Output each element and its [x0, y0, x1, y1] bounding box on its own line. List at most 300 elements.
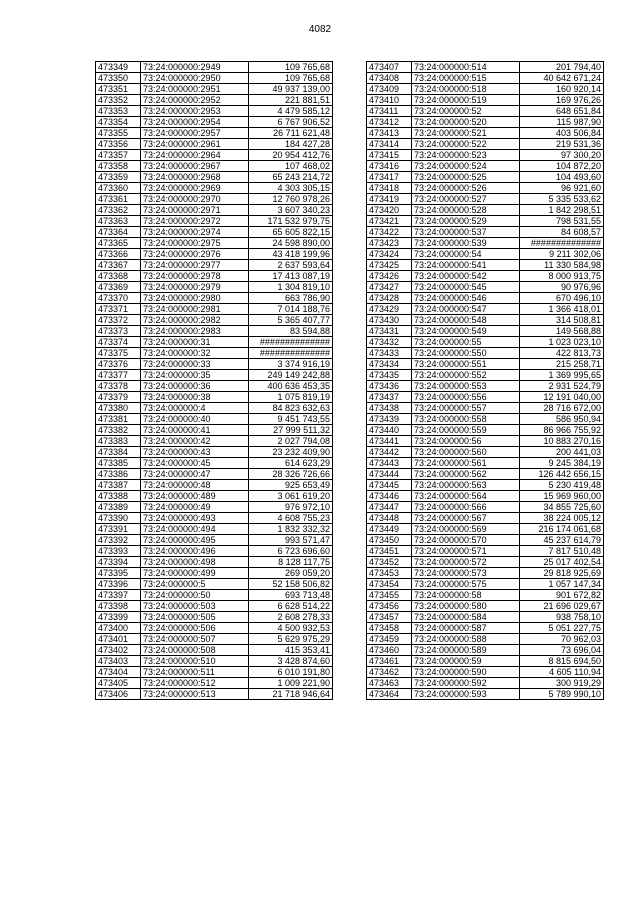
- table-row: [367, 249, 604, 260]
- row-number-cell: 473453: [367, 568, 412, 579]
- cadastral-number-cell: 73:24:000000:31: [141, 337, 249, 348]
- row-number-cell: 473461: [367, 656, 412, 667]
- row-number-cell: 473413: [367, 128, 412, 139]
- cadastral-number-cell: 73:24:000000:2949: [141, 62, 249, 73]
- row-number-cell: 473390: [96, 513, 141, 524]
- row-number-cell: 473430: [367, 315, 412, 326]
- row-number-cell: 473411: [367, 106, 412, 117]
- row-number-cell: 473394: [96, 557, 141, 568]
- cadastral-number-cell: 73:24:000000:489: [141, 491, 249, 502]
- cadastral-number-cell: 73:24:000000:2979: [141, 282, 249, 293]
- row-number-cell: 473424: [367, 249, 412, 260]
- value-cell: 1 842 298,51: [520, 205, 604, 216]
- value-cell: 6 767 906,52: [249, 117, 333, 128]
- value-cell: 26 711 621,48: [249, 128, 333, 139]
- value-cell: 28 716 672,00: [520, 403, 604, 414]
- value-cell: 7 817 510,48: [520, 546, 604, 557]
- row-number-cell: 473380: [96, 403, 141, 414]
- row-number-cell: 473375: [96, 348, 141, 359]
- cadastral-number-cell: 73:24:000000:570: [412, 535, 520, 546]
- value-cell: 300 919,29: [520, 678, 604, 689]
- cadastral-number-cell: 73:24:000000:2950: [141, 73, 249, 84]
- cadastral-number-cell: 73:24:000000:2952: [141, 95, 249, 106]
- cadastral-number-cell: 73:24:000000:2964: [141, 150, 249, 161]
- table-row: [367, 117, 604, 128]
- value-cell: 3 428 874,60: [249, 656, 333, 667]
- value-cell: 97 300,20: [520, 150, 604, 161]
- table-row: [367, 524, 604, 535]
- table-row: [367, 359, 604, 370]
- table-row: [96, 150, 333, 161]
- table-row: [367, 106, 604, 117]
- row-number-cell: 473359: [96, 172, 141, 183]
- row-number-cell: 473376: [96, 359, 141, 370]
- value-cell: ##############: [249, 337, 333, 348]
- row-number-cell: 473398: [96, 601, 141, 612]
- cadastral-number-cell: 73:24:000000:54: [412, 249, 520, 260]
- table-row: [96, 183, 333, 194]
- value-cell: 314 508,81: [520, 315, 604, 326]
- value-cell: 215 258,71: [520, 359, 604, 370]
- cadastral-number-cell: 73:24:000000:511: [141, 667, 249, 678]
- table-row: [367, 601, 604, 612]
- value-cell: 201 794,40: [520, 62, 604, 73]
- row-number-cell: 473385: [96, 458, 141, 469]
- table-row: [96, 645, 333, 656]
- value-cell: 10 883 270,16: [520, 436, 604, 447]
- row-number-cell: 473436: [367, 381, 412, 392]
- cadastral-number-cell: 73:24:000000:59: [412, 656, 520, 667]
- row-number-cell: 473350: [96, 73, 141, 84]
- value-cell: 24 598 890,00: [249, 238, 333, 249]
- table-row: [367, 227, 604, 238]
- cadastral-number-cell: 73:24:000000:515: [412, 73, 520, 84]
- value-cell: 415 353,41: [249, 645, 333, 656]
- table-row: [367, 480, 604, 491]
- table-row: [367, 337, 604, 348]
- value-cell: 938 758,10: [520, 612, 604, 623]
- cadastral-number-cell: 73:24:000000:49: [141, 502, 249, 513]
- table-row: [96, 205, 333, 216]
- cadastral-number-cell: 73:24:000000:573: [412, 568, 520, 579]
- table-row: [96, 128, 333, 139]
- value-cell: 70 962,03: [520, 634, 604, 645]
- row-number-cell: 473384: [96, 447, 141, 458]
- cadastral-number-cell: 73:24:000000:4: [141, 403, 249, 414]
- cadastral-number-cell: 73:24:000000:561: [412, 458, 520, 469]
- value-cell: 1 832 332,32: [249, 524, 333, 535]
- table-row: [96, 579, 333, 590]
- value-cell: 5 789 990,10: [520, 689, 604, 700]
- table-row: [96, 634, 333, 645]
- row-number-cell: 473442: [367, 447, 412, 458]
- row-number-cell: 473451: [367, 546, 412, 557]
- value-cell: 84 823 632,63: [249, 403, 333, 414]
- value-cell: 6 628 514,22: [249, 601, 333, 612]
- value-cell: 1 057 147,34: [520, 579, 604, 590]
- table-row: [96, 491, 333, 502]
- cadastral-number-cell: 73:24:000000:571: [412, 546, 520, 557]
- table-row: [367, 678, 604, 689]
- row-number-cell: 473363: [96, 216, 141, 227]
- table-row: [96, 337, 333, 348]
- table-row: [96, 381, 333, 392]
- value-cell: 9 211 302,06: [520, 249, 604, 260]
- cadastral-number-cell: 73:24:000000:36: [141, 381, 249, 392]
- value-cell: 3 607 340,23: [249, 205, 333, 216]
- table-row: [96, 161, 333, 172]
- cadastral-number-cell: 73:24:000000:549: [412, 326, 520, 337]
- table-row: [96, 469, 333, 480]
- value-cell: 219 531,36: [520, 139, 604, 150]
- table-row: [367, 326, 604, 337]
- value-cell: 171 532 979,75: [249, 216, 333, 227]
- row-number-cell: 473367: [96, 260, 141, 271]
- row-number-cell: 473349: [96, 62, 141, 73]
- value-cell: 8 128 117,75: [249, 557, 333, 568]
- value-cell: 52 158 506,82: [249, 579, 333, 590]
- row-number-cell: 473435: [367, 370, 412, 381]
- value-cell: 109 765,68: [249, 73, 333, 84]
- cadastral-number-cell: 73:24:000000:567: [412, 513, 520, 524]
- value-cell: 4 605 110,94: [520, 667, 604, 678]
- cadastral-number-cell: 73:24:000000:564: [412, 491, 520, 502]
- cadastral-number-cell: 73:24:000000:522: [412, 139, 520, 150]
- row-number-cell: 473455: [367, 590, 412, 601]
- value-cell: 4 500 932,53: [249, 623, 333, 634]
- value-cell: 149 568,88: [520, 326, 604, 337]
- value-cell: 21 696 029,67: [520, 601, 604, 612]
- table-row: [96, 458, 333, 469]
- row-number-cell: 473366: [96, 249, 141, 260]
- row-number-cell: 473351: [96, 84, 141, 95]
- value-cell: 45 237 614,79: [520, 535, 604, 546]
- row-number-cell: 473381: [96, 414, 141, 425]
- cadastral-number-cell: 73:24:000000:47: [141, 469, 249, 480]
- row-number-cell: 473391: [96, 524, 141, 535]
- table-row: [96, 480, 333, 491]
- table-row: [367, 579, 604, 590]
- row-number-cell: 473402: [96, 645, 141, 656]
- value-cell: 8 815 694,50: [520, 656, 604, 667]
- cadastral-number-cell: 73:24:000000:552: [412, 370, 520, 381]
- cadastral-number-cell: 73:24:000000:506: [141, 623, 249, 634]
- table-row: [367, 546, 604, 557]
- cadastral-number-cell: 73:24:000000:496: [141, 546, 249, 557]
- row-number-cell: 473353: [96, 106, 141, 117]
- cadastral-number-cell: 73:24:000000:588: [412, 634, 520, 645]
- value-cell: 109 765,68: [249, 62, 333, 73]
- value-cell: 693 713,48: [249, 590, 333, 601]
- table-row: [96, 656, 333, 667]
- table-row: [96, 326, 333, 337]
- row-number-cell: 473447: [367, 502, 412, 513]
- row-number-cell: 473462: [367, 667, 412, 678]
- table-row: [367, 590, 604, 601]
- table-row: [367, 656, 604, 667]
- cadastral-number-cell: 73:24:000000:2953: [141, 106, 249, 117]
- value-cell: 49 937 139,00: [249, 84, 333, 95]
- cadastral-number-cell: 73:24:000000:592: [412, 678, 520, 689]
- row-number-cell: 473408: [367, 73, 412, 84]
- row-number-cell: 473438: [367, 403, 412, 414]
- table-row: [96, 557, 333, 568]
- row-number-cell: 473449: [367, 524, 412, 535]
- row-number-cell: 473434: [367, 359, 412, 370]
- cadastral-number-cell: 73:24:000000:545: [412, 282, 520, 293]
- value-cell: 1 023 023,10: [520, 337, 604, 348]
- table-row: [96, 623, 333, 634]
- value-cell: 5 230 419,48: [520, 480, 604, 491]
- row-number-cell: 473460: [367, 645, 412, 656]
- cadastral-number-cell: 73:24:000000:2968: [141, 172, 249, 183]
- cadastral-number-cell: 73:24:000000:2975: [141, 238, 249, 249]
- cadastral-number-cell: 73:24:000000:590: [412, 667, 520, 678]
- row-number-cell: 473368: [96, 271, 141, 282]
- row-number-cell: 473401: [96, 634, 141, 645]
- table-row: [96, 95, 333, 106]
- value-cell: 1 075 819,19: [249, 392, 333, 403]
- table-row: [367, 414, 604, 425]
- cadastral-number-cell: 73:24:000000:526: [412, 183, 520, 194]
- cadastral-number-cell: 73:24:000000:2969: [141, 183, 249, 194]
- cadastral-number-cell: 73:24:000000:38: [141, 392, 249, 403]
- cadastral-number-cell: 73:24:000000:2970: [141, 194, 249, 205]
- value-cell: 38 224 005,12: [520, 513, 604, 524]
- value-cell: 269 059,20: [249, 568, 333, 579]
- row-number-cell: 473427: [367, 282, 412, 293]
- cadastral-number-cell: 73:24:000000:562: [412, 469, 520, 480]
- cadastral-number-cell: 73:24:000000:498: [141, 557, 249, 568]
- cadastral-number-cell: 73:24:000000:35: [141, 370, 249, 381]
- cadastral-number-cell: 73:24:000000:2961: [141, 139, 249, 150]
- value-cell: 1 369 995,65: [520, 370, 604, 381]
- table-row: [96, 304, 333, 315]
- cadastral-number-cell: 73:24:000000:521: [412, 128, 520, 139]
- value-cell: 648 651,84: [520, 106, 604, 117]
- cadastral-number-cell: 73:24:000000:547: [412, 304, 520, 315]
- table-row: [367, 128, 604, 139]
- cadastral-number-cell: 73:24:000000:40: [141, 414, 249, 425]
- row-number-cell: 473405: [96, 678, 141, 689]
- cadastral-number-cell: 73:24:000000:560: [412, 447, 520, 458]
- cadastral-number-cell: 73:24:000000:559: [412, 425, 520, 436]
- cadastral-number-cell: 73:24:000000:541: [412, 260, 520, 271]
- table-row: [96, 249, 333, 260]
- value-cell: 586 950,94: [520, 414, 604, 425]
- cadastral-number-cell: 73:24:000000:495: [141, 535, 249, 546]
- table-row: [96, 447, 333, 458]
- value-cell: 1 009 221,90: [249, 678, 333, 689]
- row-number-cell: 473364: [96, 227, 141, 238]
- value-cell: 5 335 533,62: [520, 194, 604, 205]
- row-number-cell: 473416: [367, 161, 412, 172]
- row-number-cell: 473450: [367, 535, 412, 546]
- value-cell: 96 921,60: [520, 183, 604, 194]
- table-row: [96, 84, 333, 95]
- cadastral-number-cell: 73:24:000000:589: [412, 645, 520, 656]
- row-number-cell: 473420: [367, 205, 412, 216]
- value-cell: 9 451 743,55: [249, 414, 333, 425]
- value-cell: 1 304 819,10: [249, 282, 333, 293]
- row-number-cell: 473378: [96, 381, 141, 392]
- table-row: [367, 513, 604, 524]
- cadastral-number-cell: 73:24:000000:584: [412, 612, 520, 623]
- cadastral-number-cell: 73:24:000000:539: [412, 238, 520, 249]
- table-row: [96, 216, 333, 227]
- row-number-cell: 473433: [367, 348, 412, 359]
- cadastral-number-cell: 73:24:000000:32: [141, 348, 249, 359]
- cadastral-number-cell: 73:24:000000:2980: [141, 293, 249, 304]
- cadastral-number-cell: 73:24:000000:510: [141, 656, 249, 667]
- row-number-cell: 473425: [367, 260, 412, 271]
- table-row: [367, 216, 604, 227]
- value-cell: 4 303 305,15: [249, 183, 333, 194]
- value-cell: 2 931 524,79: [520, 381, 604, 392]
- table-row: [96, 392, 333, 403]
- row-number-cell: 473361: [96, 194, 141, 205]
- table-row: [367, 623, 604, 634]
- row-number-cell: 473360: [96, 183, 141, 194]
- table-row: [367, 139, 604, 150]
- value-cell: 12 191 040,00: [520, 392, 604, 403]
- cadastral-number-cell: 73:24:000000:42: [141, 436, 249, 447]
- value-cell: 11 330 584,98: [520, 260, 604, 271]
- cadastral-number-cell: 73:24:000000:2971: [141, 205, 249, 216]
- table-row: [96, 689, 333, 700]
- row-number-cell: 473407: [367, 62, 412, 73]
- table-row: [367, 348, 604, 359]
- row-number-cell: 473432: [367, 337, 412, 348]
- table-row: [96, 502, 333, 513]
- cadastral-number-cell: 73:24:000000:514: [412, 62, 520, 73]
- value-cell: 86 966 755,92: [520, 425, 604, 436]
- value-cell: 12 760 978,26: [249, 194, 333, 205]
- value-cell: 115 987,90: [520, 117, 604, 128]
- registry-table-left: [95, 61, 333, 700]
- value-cell: 403 506,84: [520, 128, 604, 139]
- cadastral-number-cell: 73:24:000000:2967: [141, 161, 249, 172]
- cadastral-number-cell: 73:24:000000:523: [412, 150, 520, 161]
- table-row: [96, 117, 333, 128]
- cadastral-number-cell: 73:24:000000:542: [412, 271, 520, 282]
- table-row: [96, 73, 333, 84]
- cadastral-number-cell: 73:24:000000:580: [412, 601, 520, 612]
- table-row: [96, 568, 333, 579]
- row-number-cell: 473397: [96, 590, 141, 601]
- table-row: [96, 436, 333, 447]
- cadastral-number-cell: 73:24:000000:52: [412, 106, 520, 117]
- cadastral-number-cell: 73:24:000000:2957: [141, 128, 249, 139]
- cadastral-number-cell: 73:24:000000:45: [141, 458, 249, 469]
- cadastral-number-cell: 73:24:000000:525: [412, 172, 520, 183]
- table-row: [96, 139, 333, 150]
- row-number-cell: 473423: [367, 238, 412, 249]
- value-cell: 925 653,49: [249, 480, 333, 491]
- table-row: [96, 260, 333, 271]
- table-row: [367, 95, 604, 106]
- row-number-cell: 473404: [96, 667, 141, 678]
- value-cell: 4 479 585,12: [249, 106, 333, 117]
- value-cell: 670 496,10: [520, 293, 604, 304]
- value-cell: 249 149 242,88: [249, 370, 333, 381]
- row-number-cell: 473458: [367, 623, 412, 634]
- cadastral-number-cell: 73:24:000000:505: [141, 612, 249, 623]
- row-number-cell: 473463: [367, 678, 412, 689]
- table-row: [96, 194, 333, 205]
- row-number-cell: 473419: [367, 194, 412, 205]
- value-cell: 40 642 671,24: [520, 73, 604, 84]
- cadastral-number-cell: 73:24:000000:58: [412, 590, 520, 601]
- cadastral-number-cell: 73:24:000000:508: [141, 645, 249, 656]
- table-row: [367, 568, 604, 579]
- value-cell: 3 061 619,20: [249, 491, 333, 502]
- row-number-cell: 473414: [367, 139, 412, 150]
- value-cell: 20 954 412,76: [249, 150, 333, 161]
- cadastral-number-cell: 73:24:000000:2982: [141, 315, 249, 326]
- cadastral-number-cell: 73:24:000000:48: [141, 480, 249, 491]
- cadastral-number-cell: 73:24:000000:2974: [141, 227, 249, 238]
- cadastral-number-cell: 73:24:000000:5: [141, 579, 249, 590]
- row-number-cell: 473440: [367, 425, 412, 436]
- value-cell: 65 243 214,72: [249, 172, 333, 183]
- row-number-cell: 473372: [96, 315, 141, 326]
- row-number-cell: 473431: [367, 326, 412, 337]
- row-number-cell: 473373: [96, 326, 141, 337]
- cadastral-number-cell: 73:24:000000:546: [412, 293, 520, 304]
- row-number-cell: 473454: [367, 579, 412, 590]
- table-row: [367, 634, 604, 645]
- value-cell: 8 000 913,75: [520, 271, 604, 282]
- table-row: [96, 106, 333, 117]
- row-number-cell: 473417: [367, 172, 412, 183]
- value-cell: ##############: [520, 238, 604, 249]
- cadastral-number-cell: 73:24:000000:43: [141, 447, 249, 458]
- row-number-cell: 473362: [96, 205, 141, 216]
- cadastral-number-cell: 73:24:000000:548: [412, 315, 520, 326]
- cadastral-number-cell: 73:24:000000:2978: [141, 271, 249, 282]
- table-row: [367, 557, 604, 568]
- table-row: [367, 392, 604, 403]
- row-number-cell: 473355: [96, 128, 141, 139]
- cadastral-number-cell: 73:24:000000:493: [141, 513, 249, 524]
- row-number-cell: 473443: [367, 458, 412, 469]
- cadastral-number-cell: 73:24:000000:528: [412, 205, 520, 216]
- table-row: [367, 502, 604, 513]
- row-number-cell: 473457: [367, 612, 412, 623]
- cadastral-number-cell: 73:24:000000:569: [412, 524, 520, 535]
- table-row: [96, 293, 333, 304]
- table-row: [96, 238, 333, 249]
- row-number-cell: 473415: [367, 150, 412, 161]
- cadastral-number-cell: 73:24:000000:550: [412, 348, 520, 359]
- table-row: [96, 282, 333, 293]
- table-row: [96, 535, 333, 546]
- value-cell: 6 723 696,60: [249, 546, 333, 557]
- table-row: [367, 689, 604, 700]
- value-cell: 221 881,51: [249, 95, 333, 106]
- cadastral-number-cell: 73:24:000000:566: [412, 502, 520, 513]
- value-cell: 663 786,90: [249, 293, 333, 304]
- row-number-cell: 473437: [367, 392, 412, 403]
- cadastral-number-cell: 73:24:000000:2951: [141, 84, 249, 95]
- cadastral-number-cell: 73:24:000000:55: [412, 337, 520, 348]
- table-row: [96, 271, 333, 282]
- row-number-cell: 473396: [96, 579, 141, 590]
- row-number-cell: 473371: [96, 304, 141, 315]
- cadastral-number-cell: 73:24:000000:572: [412, 557, 520, 568]
- row-number-cell: 473357: [96, 150, 141, 161]
